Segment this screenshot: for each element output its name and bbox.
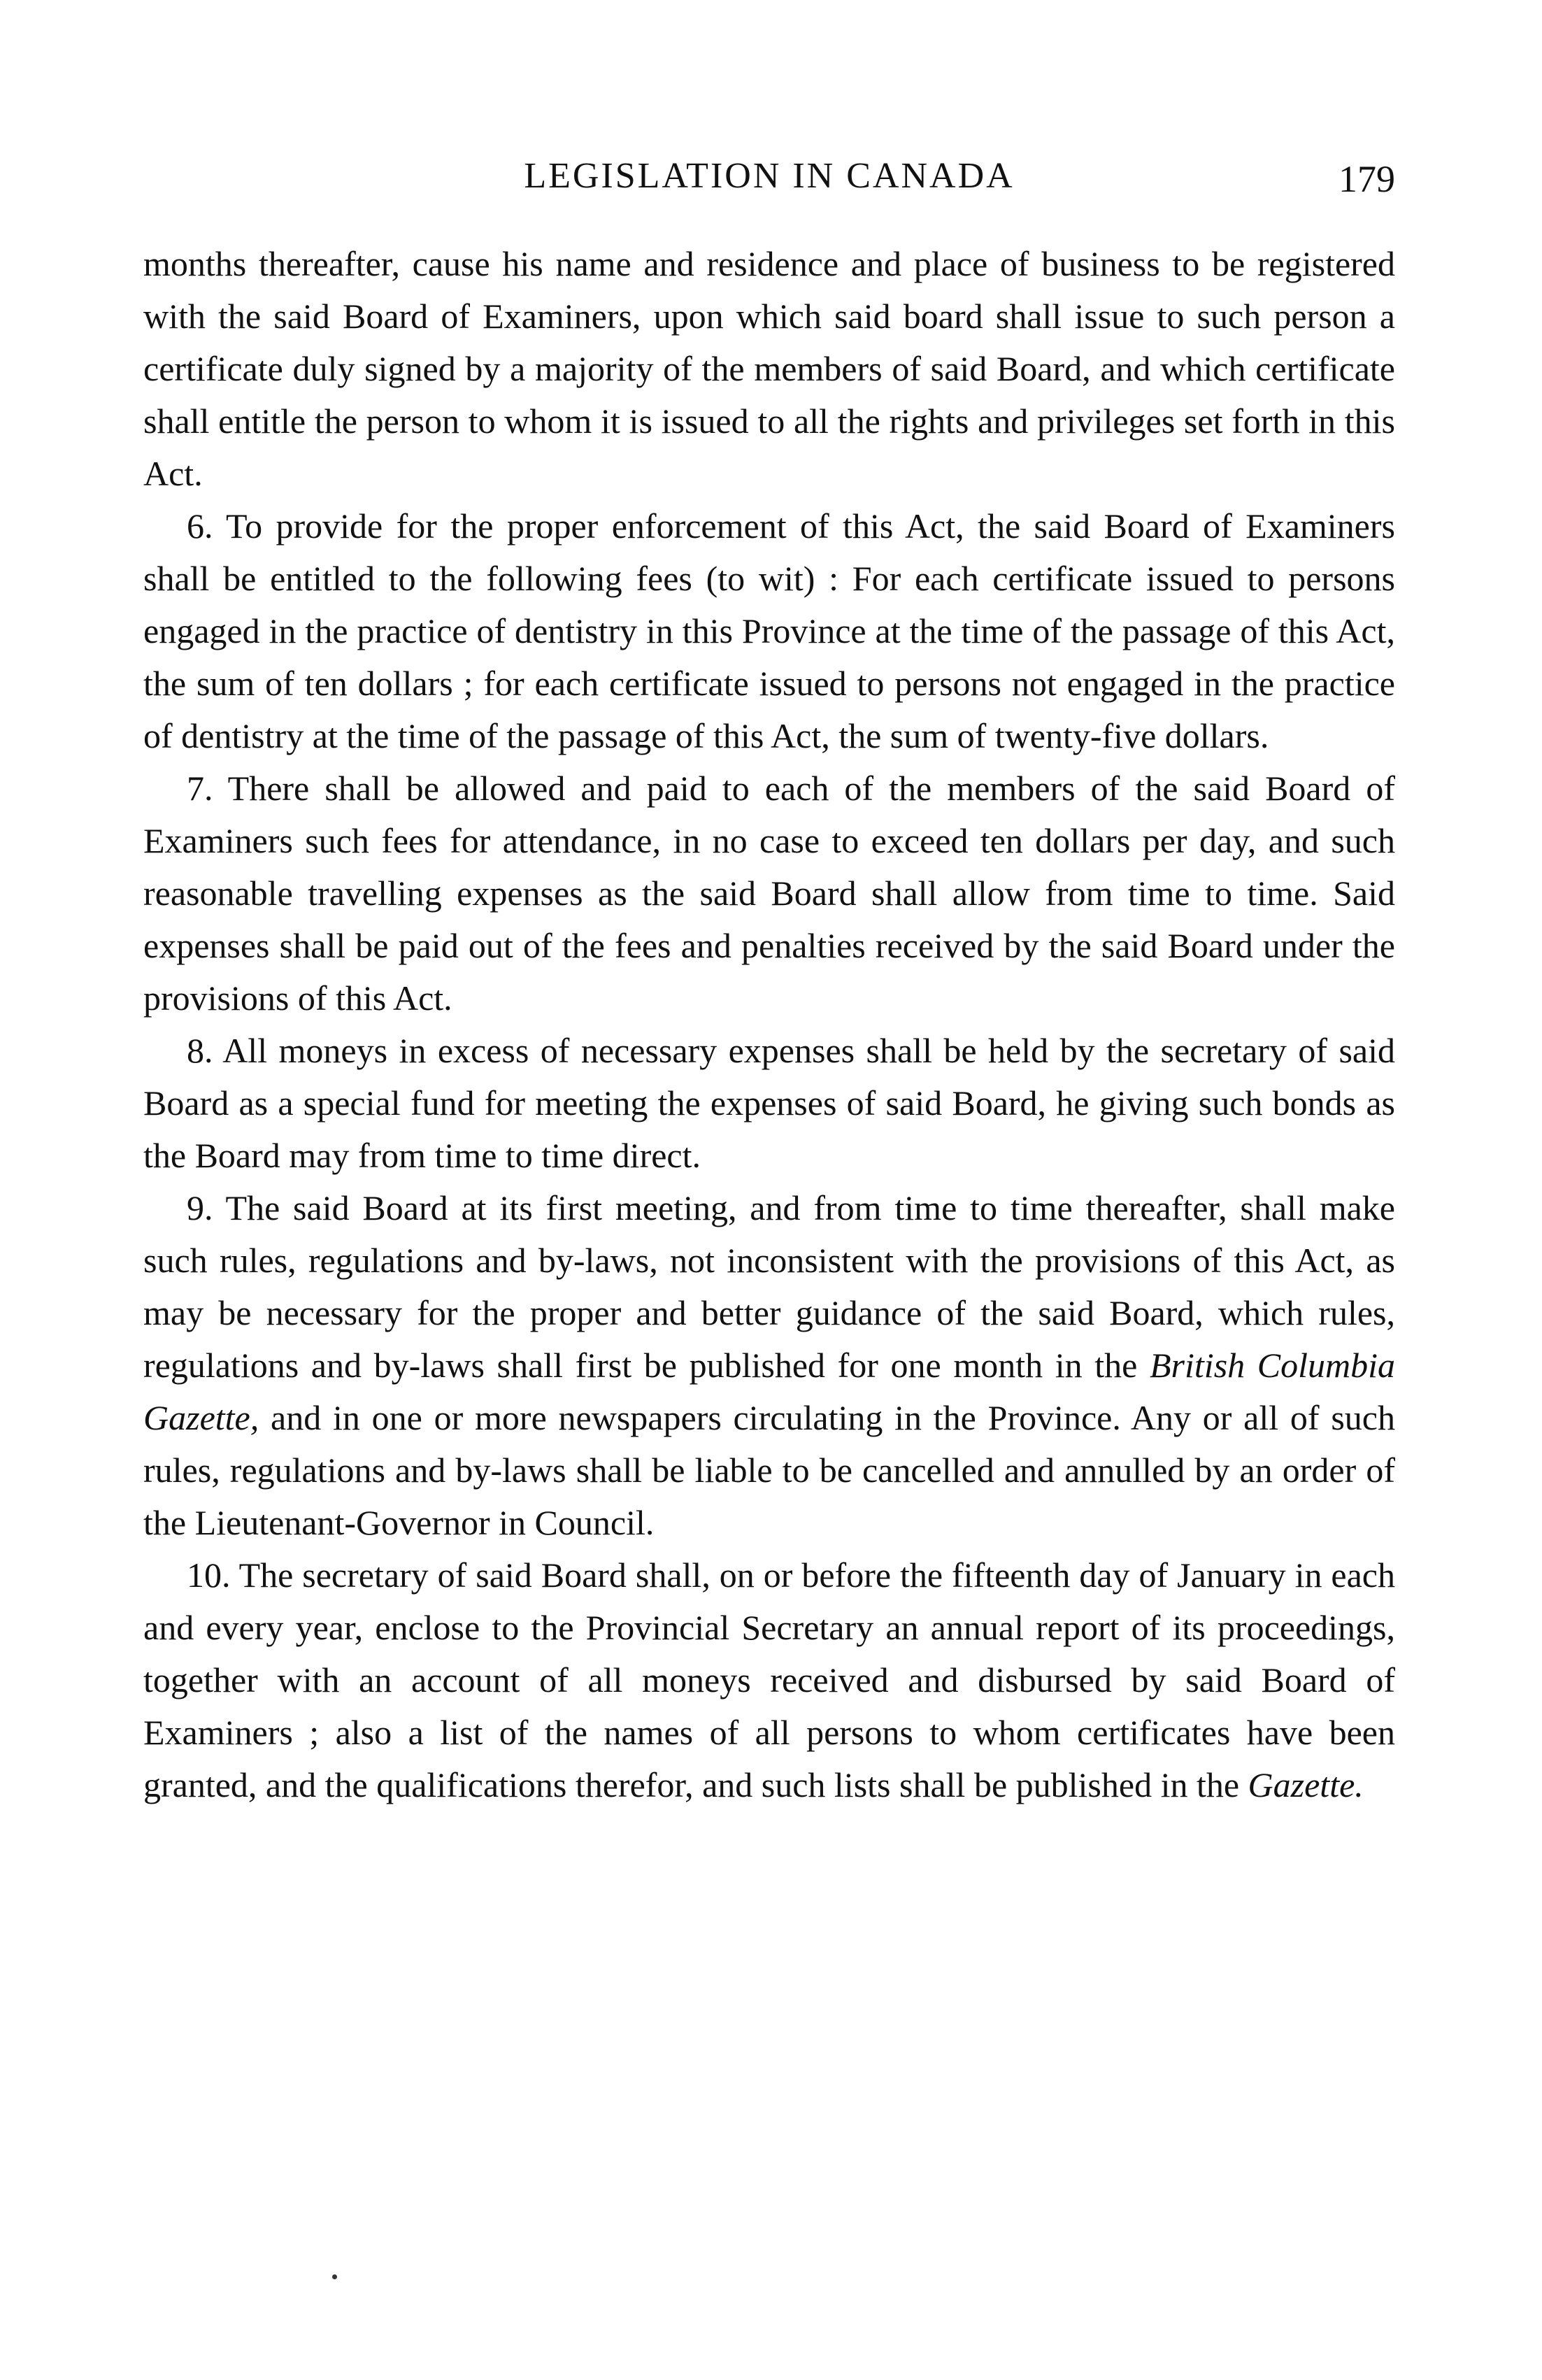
section-number: 9. <box>187 1188 213 1227</box>
running-title: LEGISLATION IN CANADA <box>524 156 1015 196</box>
section-number: 6. <box>187 506 213 546</box>
section-9 <box>143 1182 1395 1549</box>
section-text: To provide for the proper enforcement of this Act, the said Board of Examiners shall be entitled to the following fees (to wit) : For each certificate issued to persons engaged in the practice of dentistry in this Province at the time of the passage of this Act, the sum of ten dollars ; for each certificate issued to persons not engaged in the practice of dentistry at the time of the passage of this Act, the sum of twenty-five dollars. <box>143 506 1395 755</box>
section-text: The said Board at its first meeting, and from time to time thereafter, shall make such rules, regulations and by-laws, not inconsistent with the provisions of this Act, as may be necessary for the proper and better guidance of the said Board, which rules, regulations and by-laws shall first be published for one month in the <box>143 1188 1395 1385</box>
section-8 <box>143 1025 1395 1182</box>
section-text: The secretary of said Board shall, on or before the fifteenth day of January in each and every year, enclose to the Provincial Secretary an annual report of its proceedings, together with an account of all moneys received and disbursed by said Board of Examiners ; also a list of the names of all persons to whom certificates have been granted, and the qualifications therefor, and such lists shall be published in the <box>143 1555 1395 1804</box>
section-7 <box>143 762 1395 1025</box>
section-text-continued: and in one or more newspapers circulating in the Province. Any or all of such rules, regulations and by-laws shall be liable to be cancelled and annulled by an order of the Lieutenant-Governor in Council. <box>143 1398 1396 1542</box>
section-number: 10. <box>187 1555 231 1595</box>
page-number: 179 <box>1338 158 1395 200</box>
section-text: All moneys in excess of necessary expenses shall be held by the secretary of said Board as a special fund for meeting the expenses of said Board, he giving such bonds as the Board may from time to time direct. <box>143 1031 1395 1175</box>
gazette-italic: Gazette. <box>1248 1765 1364 1804</box>
section-text: There shall be allowed and paid to each of the members of the said Board of Examiners such fees for attendance, in no case to exceed ten dollars per day, and such reasonable travelling expenses as the said Board shall allow from time to time. Said expenses shall be paid out of the fees and penalties received by the said Board under the provisions of this Act. <box>143 769 1395 1018</box>
section-number: 8. <box>187 1031 213 1070</box>
gazette-title-italic: British Columbia Gazette, <box>143 1346 1396 1437</box>
page-header <box>143 155 1395 204</box>
section-10 <box>143 1549 1395 1811</box>
paragraph-text: months thereafter, cause his name and residence and place of business to be registered with the said Board of Examiners, upon which said board shall issue to such person a certificate duly signed by a majority of the members of said Board, and which certificate shall entitle the person to whom it is issued to all the rights and privileges set forth in this Act. <box>143 244 1395 493</box>
print-speck <box>332 2274 337 2279</box>
section-6 <box>143 500 1395 762</box>
section-number: 7. <box>187 769 213 808</box>
paragraph-continuation <box>143 238 1395 500</box>
book-page <box>143 0 1395 2380</box>
page-body <box>143 238 1395 1811</box>
